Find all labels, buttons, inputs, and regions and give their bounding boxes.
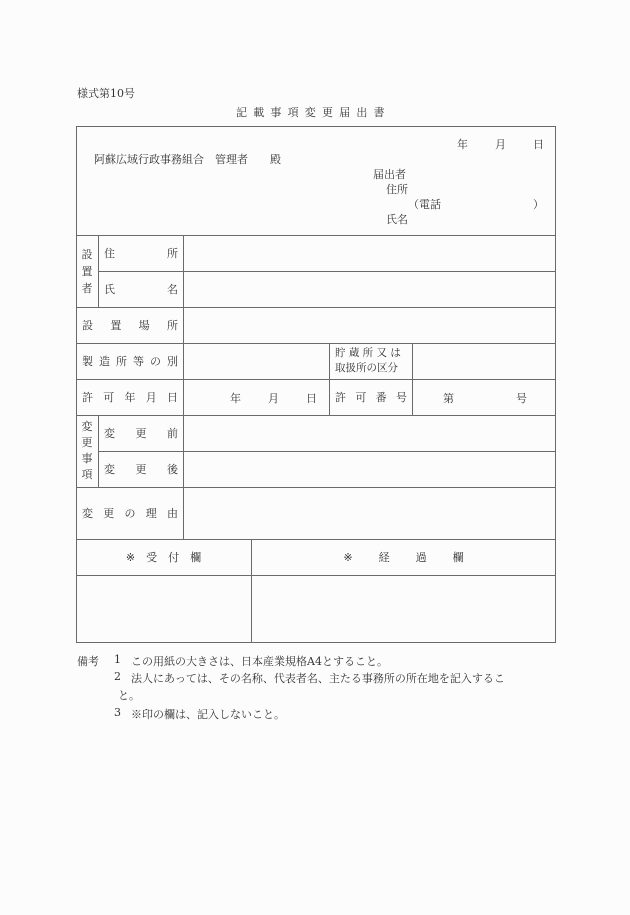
label-char: 事 <box>81 452 93 465</box>
label-char: 番 <box>375 391 387 404</box>
label-line: 貯 蔵 所 又 は <box>335 347 401 359</box>
label-char: 受 <box>146 551 158 564</box>
divider <box>76 575 556 576</box>
label-char: 可 <box>355 391 367 404</box>
label-char: 付 <box>168 551 180 564</box>
facility-type-label <box>82 343 178 379</box>
day-label: 日 <box>533 138 544 151</box>
installation-location-label <box>82 307 178 343</box>
installer-group-label <box>76 235 98 307</box>
after-change-field[interactable] <box>185 453 555 486</box>
change-reason-label <box>82 487 178 539</box>
label-char: 欄 <box>452 551 464 564</box>
label-char: の <box>150 355 161 368</box>
title-char: 更 <box>321 106 333 119</box>
storage-category-label <box>335 346 401 376</box>
progress-header <box>251 539 556 575</box>
installer-name-label <box>104 271 178 307</box>
label-char: 月 <box>145 391 157 404</box>
divider <box>98 415 99 487</box>
label-char: 設 <box>81 247 93 261</box>
label-char: 名 <box>167 283 178 296</box>
label-char: 変 <box>104 427 115 440</box>
name-label: 氏名 <box>386 213 408 226</box>
day-label: 日 <box>306 392 317 405</box>
installer-name-field[interactable] <box>185 273 555 306</box>
label-char: 造 <box>99 355 110 368</box>
number-suffix: 号 <box>516 392 527 405</box>
change-group-label <box>76 415 98 487</box>
label-char: 許 <box>82 391 93 404</box>
label-char: 年 <box>124 391 136 404</box>
facility-type-field[interactable] <box>185 345 328 378</box>
label-char: 由 <box>167 507 178 520</box>
label-char: 更 <box>135 463 147 476</box>
title-char: 書 <box>373 106 385 119</box>
note-number: 2 <box>114 670 121 683</box>
year-label: 年 <box>457 138 468 151</box>
label-char: 更 <box>81 436 93 449</box>
label-char: 過 <box>415 551 427 564</box>
phone-open-label: （電話 <box>408 198 441 211</box>
asterisk-mark: ※ <box>125 550 136 564</box>
label-char: 置 <box>110 319 122 332</box>
before-change-label <box>104 415 178 451</box>
month-label: 月 <box>268 392 279 405</box>
label-char: 経 <box>378 551 390 564</box>
storage-category-field[interactable] <box>414 345 555 378</box>
notifier-address-field[interactable] <box>414 180 544 194</box>
label-char: 変 <box>82 507 93 520</box>
year-label: 年 <box>230 392 241 405</box>
label-char: 可 <box>103 391 115 404</box>
label-char: 住 <box>104 247 115 260</box>
label-char: 日 <box>167 391 178 404</box>
permit-date-field[interactable] <box>230 390 317 406</box>
divider <box>98 235 99 307</box>
note-text-continuation: と。 <box>118 689 140 702</box>
form-title <box>236 104 385 120</box>
change-reason-field[interactable] <box>185 489 555 538</box>
permit-number-label <box>335 379 407 415</box>
permit-number-field[interactable] <box>443 390 527 406</box>
asterisk-mark: ※ <box>343 550 353 564</box>
label-line: 取扱所の区分 <box>335 362 398 374</box>
label-char: 者 <box>81 281 93 295</box>
progress-area <box>253 577 555 642</box>
label-char: 所 <box>166 319 178 332</box>
month-label: 月 <box>495 138 506 151</box>
installer-address-label <box>104 235 178 271</box>
addressee: 阿蘇広域行政事務組合 管理者 殿 <box>94 153 281 166</box>
label-char: 更 <box>135 427 147 440</box>
before-change-field[interactable] <box>185 417 555 450</box>
label-char: 等 <box>133 355 144 368</box>
label-char: 所 <box>116 355 127 368</box>
label-char: 置 <box>81 264 93 278</box>
title-char: 届 <box>339 106 351 119</box>
note-text: ※印の欄は、記入しないこと。 <box>131 708 285 721</box>
divider <box>329 343 330 415</box>
label-char: 所 <box>167 247 178 260</box>
notes-label: 備考 <box>77 655 99 668</box>
form-number: 様式第10号 <box>77 87 135 100</box>
reception-area <box>78 577 250 642</box>
after-change-label <box>104 451 178 487</box>
title-char: 記 <box>236 106 247 119</box>
phone-close-label: ） <box>533 198 544 211</box>
permit-date-label <box>82 379 178 415</box>
divider <box>183 235 184 539</box>
notifier-label: 届出者 <box>373 168 406 181</box>
label-char: 前 <box>167 427 178 440</box>
label-char: 変 <box>104 463 115 476</box>
label-char: 欄 <box>190 551 202 564</box>
title-char: 項 <box>287 106 299 119</box>
installer-address-field[interactable] <box>185 237 555 270</box>
label-char: 理 <box>145 507 157 520</box>
note-text: 法人にあっては、その名称、代表者名、主たる事務所の所在地を記入するこ <box>131 672 505 685</box>
label-char: の <box>124 507 136 520</box>
phone-field[interactable] <box>440 195 532 209</box>
title-char: 変 <box>304 106 316 119</box>
note-number: 1 <box>114 653 121 666</box>
title-char: 載 <box>253 106 265 119</box>
notifier-name-field[interactable] <box>414 210 544 224</box>
label-char: 設 <box>82 319 93 332</box>
label-char: 更 <box>103 507 115 520</box>
reception-header <box>76 539 251 575</box>
note-number: 3 <box>114 706 121 719</box>
submission-date[interactable] <box>457 136 544 152</box>
label-char: 項 <box>81 468 93 481</box>
label-char: 号 <box>395 391 407 404</box>
label-char: 場 <box>138 319 150 332</box>
label-char: 氏 <box>104 283 115 296</box>
label-char: 製 <box>82 355 93 368</box>
title-char: 出 <box>356 106 368 119</box>
address-label: 住所 <box>386 183 408 196</box>
label-char: 別 <box>167 355 178 368</box>
divider <box>412 343 413 415</box>
label-char: 変 <box>81 420 93 433</box>
title-char: 事 <box>270 106 282 119</box>
label-char: 許 <box>335 391 346 404</box>
note-text: この用紙の大きさは、日本産業規格A4とすること。 <box>131 655 388 668</box>
number-prefix: 第 <box>443 392 454 405</box>
installation-location-field[interactable] <box>185 309 555 342</box>
label-char: 後 <box>167 463 178 476</box>
